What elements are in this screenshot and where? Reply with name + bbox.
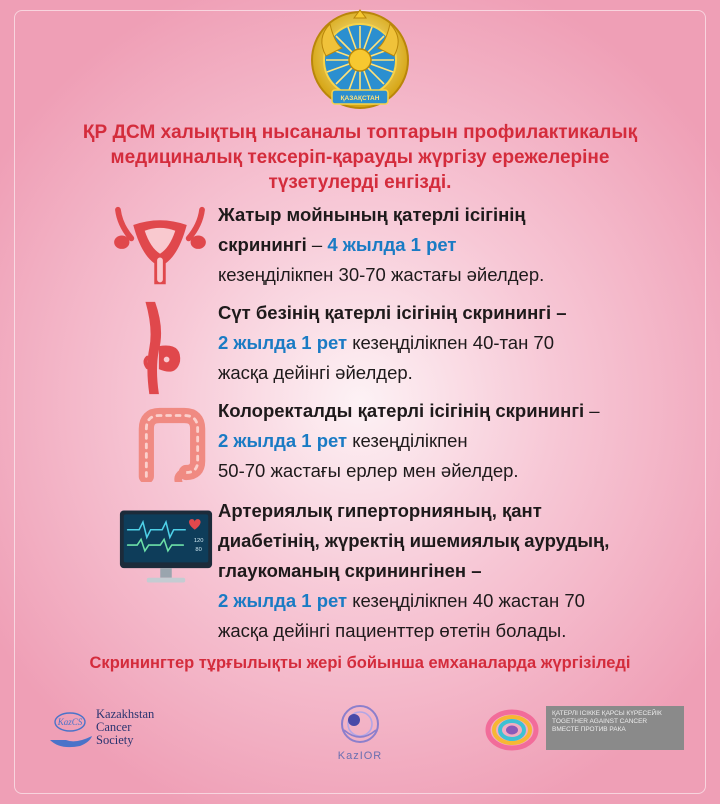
section-colorectal — [0, 396, 720, 490]
monitor-value-1: 120 — [193, 538, 204, 545]
kcs-line-2: Cancer — [96, 720, 132, 734]
section-2-title: Сүт безінің қатерлі ісігінің скринингі — [218, 302, 552, 323]
section-cervical — [0, 200, 720, 292]
section-4-title-3: глаукоманың скринингінен – — [218, 560, 482, 581]
together-against-cancer-logo — [482, 706, 686, 754]
section-1-frequency: 4 жылда 1 рет — [327, 234, 457, 255]
section-4-title-1: Артериялық гиперторнияның, қант — [218, 500, 542, 521]
tac-line-1: ҚАТЕРЛІ ІСІККЕ ҚАРСЫ КҮРЕСЕЙІК — [552, 710, 662, 717]
header-line-3: түзетулерді енгізді. — [268, 172, 452, 193]
section-breast — [0, 298, 720, 392]
section-2-rest-1: кезеңділікпен 40-тан 70 — [347, 332, 555, 353]
section-2-frequency: 2 жылда 1 рет — [218, 332, 348, 353]
header-title — [30, 120, 690, 195]
section-1-title-2: скринингі — [218, 234, 307, 255]
section-3-title: Колоректалды қатерлі ісігінің скринингі — [218, 400, 585, 421]
kazakhstan-emblem-icon — [308, 8, 412, 112]
section-3-rest-1: кезеңділікпен — [347, 430, 468, 451]
kcs-badge: KazCS — [57, 717, 83, 727]
kcs-line-1: Kazakhstan — [96, 707, 155, 721]
tac-line-3: ВМЕСТЕ ПРОТИВ РАКА — [552, 726, 626, 733]
uterus-icon — [112, 204, 208, 290]
section-1-dash: – — [306, 234, 328, 255]
tac-rings-icon — [482, 706, 542, 754]
section-2-rest-2: жасқа дейінгі әйелдер. — [218, 362, 413, 383]
section-4-rest-2: жасқа дейінгі пациенттер өтетін болады. — [218, 620, 567, 641]
section-4-title-2: диабетінің, жүректің ишемиялық аурудың, — [218, 530, 610, 551]
kcs-hands-icon — [46, 706, 94, 752]
kazior-swirl-icon — [328, 700, 392, 750]
section-2-dash: – — [551, 302, 567, 323]
footer-note: Скринингтер тұрғылықты жері бойынша емханаларда жүргізіледі — [89, 654, 631, 672]
kcs-logo — [46, 706, 176, 754]
colon-icon — [128, 406, 216, 482]
header-line-1: ҚР ДСМ халықтың нысаналы топтарын профилактикалық — [82, 122, 638, 143]
section-3-frequency: 2 жылда 1 рет — [218, 430, 348, 451]
breast-icon — [128, 300, 186, 396]
section-4-rest-1: кезеңділікпен 40 жастан 70 — [347, 590, 585, 611]
kazior-logo — [328, 700, 392, 766]
tac-text-box — [546, 706, 684, 750]
section-hypertension-diabetes-glaucoma — [0, 496, 720, 646]
header-line-2: медициналық тексеріп-қарауды жүргізу ережелеріне — [110, 147, 610, 168]
monitor-value-2: 80 — [195, 546, 202, 553]
kcs-line-3: Society — [96, 733, 134, 747]
section-1-rest: кезеңділікпен 30-70 жастағы әйелдер. — [218, 264, 545, 285]
section-3-rest-2: 50-70 жастағы ерлер мен әйелдер. — [218, 460, 519, 481]
section-4-frequency: 2 жылда 1 рет — [218, 590, 348, 611]
tac-line-2: TOGETHER AGAINST CANCER — [552, 718, 648, 725]
section-3-dash: – — [584, 400, 600, 421]
section-1-title-1: Жатыр мойнының қатерлі ісігінің — [218, 204, 526, 225]
emblem-ribbon-text: ҚАЗАҚСТАН — [340, 95, 380, 102]
kazior-label: KazIOR — [337, 750, 383, 762]
heart-monitor-icon — [118, 508, 214, 586]
